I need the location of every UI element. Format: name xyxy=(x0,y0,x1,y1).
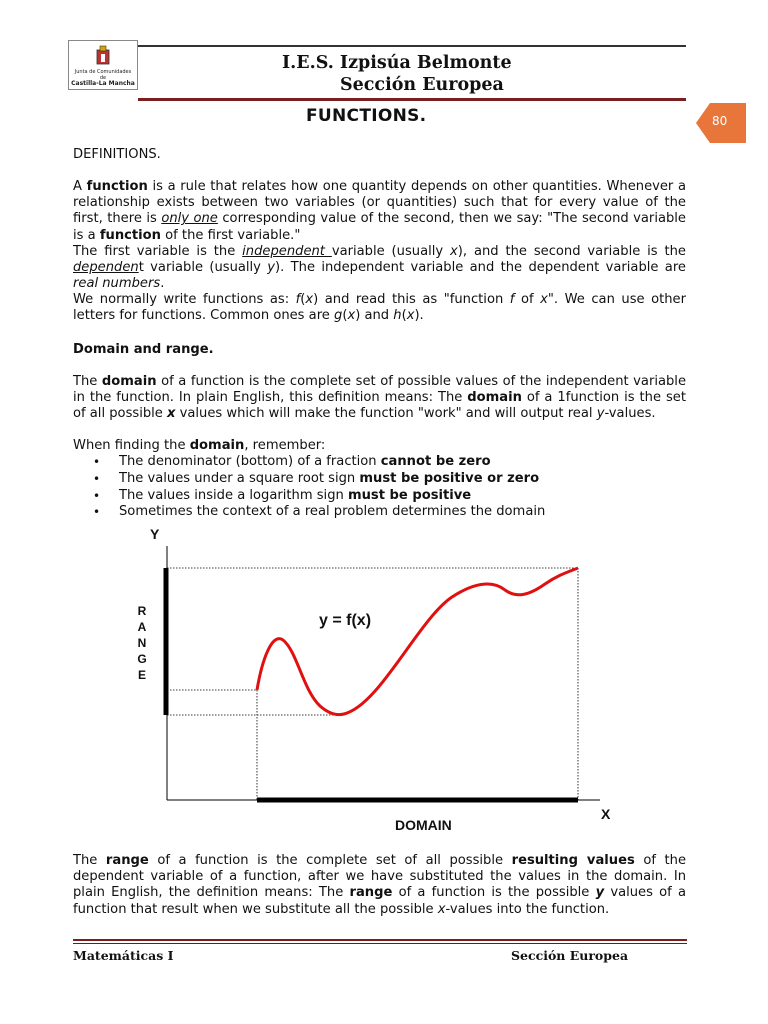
header-rule-bottom xyxy=(138,98,686,101)
range-label: R A N G E xyxy=(137,604,147,682)
page-title: FUNCTIONS. xyxy=(306,106,427,126)
footer-left: Matemáticas I xyxy=(73,948,174,963)
footer-rule-bottom xyxy=(73,943,687,944)
guide-lines xyxy=(167,568,578,800)
y-axis-label: Y xyxy=(150,526,160,542)
definitions-paragraph-2: The first variable is the independent variable (usually x), and the second variable is the dependent variable (usually y). The independent variable and the dependent variable are real numbers. xyxy=(73,244,686,292)
range-paragraph: The range of a function is the complete set of all possible resulting values of the dependent variable of a function, after we have substituted the values in the domain. In plain English, the definition means: The range of a function is the possible y values of a function that result when we substitute all the possible x-values into the function. xyxy=(73,853,687,917)
school-name xyxy=(282,52,512,96)
school-line-1: I.E.S. Izpisúa Belmonte xyxy=(282,53,512,73)
x-axis-label: X xyxy=(601,806,611,822)
domain-label: DOMAIN xyxy=(395,817,452,833)
footer-right: Sección Europea xyxy=(511,948,629,963)
definitions-paragraph-3: We normally write functions as: f(x) and read this as "function f of x". We can use other letters for functions. Common ones are g(x) and h(x). xyxy=(73,292,686,324)
list-item: • Sometimes the context of a real problem determines the domain xyxy=(73,504,686,521)
domain-range-heading: Domain and range. xyxy=(73,342,214,357)
list-item: • The values under a square root sign must be positive or zero xyxy=(73,471,686,488)
definitions-heading: DEFINITIONS. xyxy=(73,147,161,162)
header-rule-top xyxy=(138,45,686,47)
domain-rules-list xyxy=(73,454,686,521)
domain-remember: When finding the domain, remember: xyxy=(73,438,326,453)
list-item: • The denominator (bottom) of a fraction cannot be zero xyxy=(73,454,686,471)
school-line-2: Sección Europea xyxy=(340,75,504,95)
logo-caption: Junta de Comunidades de Castilla-La Mancha xyxy=(71,69,135,87)
page-number: 80 xyxy=(712,114,728,128)
definitions-paragraph-1: A function is a rule that relates how one quantity depends on other quantities. Whenever a relationship exists between two variables (or quantities) such that for every value of the first, there is only one corresponding value of the second, then we say: "The second variable is a function of the first variable." xyxy=(73,179,686,243)
list-item: • The values inside a logarithm sign must be positive xyxy=(73,488,686,505)
footer-rule-top xyxy=(73,939,687,941)
function-label: y = f(x) xyxy=(319,612,372,629)
domain-paragraph: The domain of a function is the complete set of possible values of the independent variable in the function. In plain English, this definition means: The domain of a 1function is the set of all possible x values which will make the function "work" and will output real y-values. xyxy=(73,374,686,422)
logo xyxy=(68,40,138,90)
function-curve xyxy=(257,568,578,715)
domain-range-graph xyxy=(0,520,768,840)
crest-icon xyxy=(93,44,113,68)
